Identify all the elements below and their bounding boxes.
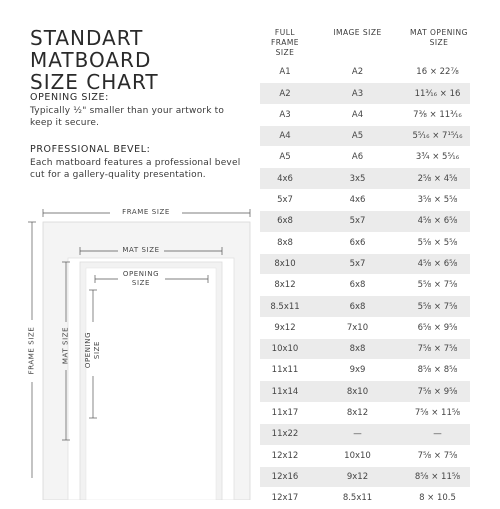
image-size-cell: 8x12 (346, 408, 369, 418)
mat-opening-cell: 5⅝ × 7⅝ (417, 280, 458, 291)
full-frame-cell: 12x16 (271, 471, 299, 482)
full-frame-cell: 12x17 (271, 493, 299, 504)
image-size-cell: A4 (351, 109, 364, 120)
mat-opening-cell: 11³⁄₁₆ × 16 (414, 88, 461, 99)
full-frame-cell: 8x8 (277, 237, 293, 248)
image-size-cell: 8.5x11 (342, 493, 373, 504)
full-frame-cell: A2 (279, 88, 291, 99)
full-frame-cell: 6x8 (277, 216, 293, 227)
mat-size-label: MAT SIZE (122, 246, 160, 254)
opening-rect (86, 268, 216, 500)
header-image-size: IMAGE SIZE (333, 28, 382, 37)
table-row (260, 168, 470, 189)
opening-size-heading: OPENING SIZE: (30, 92, 109, 103)
table-row (260, 488, 470, 509)
image-size-cell: 5x7 (349, 216, 366, 227)
table-row (260, 445, 470, 466)
mat-opening-cell: 7⅝ × 7⅝ (417, 450, 458, 461)
image-size-cell: 10x10 (344, 450, 371, 461)
full-frame-cell: 4x6 (277, 173, 293, 184)
image-size-cell: 9x12 (346, 471, 369, 482)
table-row (260, 83, 470, 104)
table-row (260, 403, 470, 424)
table-row (260, 254, 470, 275)
frame-size-label: FRAME SIZE (122, 208, 170, 216)
mat-opening-cell: 7⅜ × 11³⁄₁₆ (413, 109, 462, 120)
image-size-cell: A6 (351, 152, 364, 163)
mat-opening-cell: 5⁵⁄₁₆ × 7¹⁵⁄₁₆ (412, 131, 463, 142)
opening-size-label: OPENING SIZE (122, 270, 160, 287)
table-row (260, 424, 470, 445)
full-frame-cell: 9x12 (274, 322, 296, 333)
opening-size-vertical-label: OPENING SIZE (84, 331, 101, 369)
image-size-cell: 4x6 (349, 195, 366, 206)
full-frame-cell: A1 (279, 67, 291, 78)
image-size-cell: 8x10 (346, 386, 369, 397)
mat-opening-cell: 5⅝ × 5⅝ (417, 237, 458, 248)
table-row (260, 147, 470, 168)
table-row (260, 360, 470, 381)
full-frame-cell: 11x22 (271, 429, 299, 440)
image-size-cell: 6x8 (349, 280, 366, 291)
image-size-cell: 6x8 (349, 301, 366, 312)
mat-opening-cell: 4⅝ × 6⅝ (417, 258, 458, 269)
size-table (260, 62, 470, 509)
full-frame-cell: 10x10 (271, 344, 299, 355)
mat-opening-cell: 4⅝ × 6⅝ (417, 216, 458, 227)
mat-size-vertical-label: MAT SIZE (61, 326, 70, 365)
full-frame-cell: 12x12 (271, 450, 299, 461)
mat-opening-cell: 7⅝ × 11⅝ (414, 408, 461, 418)
image-size-cell: 7x10 (346, 322, 369, 333)
title-line-2: SIZE CHART (30, 70, 159, 94)
professional-bevel-body: Each matboard features a professional bevel cut for a gallery-quality presentation. (30, 158, 241, 180)
header-full-frame-size: FULL FRAME SIZE (270, 28, 300, 57)
mat-opening-cell: 3¾ × 5⁵⁄₁₆ (415, 152, 460, 163)
mat-opening-cell: 7⅝ × 7⅝ (417, 344, 458, 355)
table-row (260, 62, 470, 83)
mat-opening-cell: — (433, 429, 442, 440)
full-frame-cell: A4 (279, 131, 291, 142)
mat-opening-cell: 8⅝ × 8⅝ (417, 365, 458, 376)
mat-opening-cell: 16 × 22⅞ (416, 67, 459, 78)
mat-opening-cell: 5⅝ × 7⅝ (417, 301, 458, 312)
full-frame-cell: A5 (279, 152, 291, 163)
image-size-cell: 8x8 (349, 344, 366, 355)
full-frame-cell: 5x7 (277, 195, 293, 206)
table-row (260, 190, 470, 211)
image-size-cell: 3x5 (349, 173, 366, 184)
table-row (260, 232, 470, 253)
frame-size-vertical-label: FRAME SIZE (27, 326, 36, 375)
header-mat-opening-size: MAT OPENING SIZE (410, 28, 468, 47)
table-row (260, 318, 470, 339)
table-row (260, 126, 470, 147)
full-frame-cell: 11x14 (271, 386, 299, 397)
full-frame-cell: 11x11 (271, 365, 299, 376)
full-frame-cell: 8x12 (274, 280, 296, 291)
image-size-cell: 6x6 (349, 237, 366, 248)
full-frame-cell: 11x17 (271, 408, 299, 418)
image-size-cell: 9x9 (349, 365, 366, 376)
table-row (260, 467, 470, 488)
full-frame-cell: 8.5x11 (270, 301, 300, 312)
mat-opening-cell: 8 × 10.5 (419, 493, 456, 504)
table-row (260, 339, 470, 360)
table-row (260, 275, 470, 296)
mat-opening-cell: 6⅝ × 9⅝ (417, 322, 458, 333)
image-size-cell: — (353, 429, 362, 440)
full-frame-cell: A3 (279, 109, 291, 120)
table-row (260, 381, 470, 402)
professional-bevel-heading: PROFESSIONAL BEVEL: (30, 144, 151, 155)
image-size-cell: A3 (351, 88, 364, 99)
mat-opening-cell: 2⅝ × 4⅝ (417, 173, 458, 184)
table-row (260, 296, 470, 317)
table-row (260, 105, 470, 126)
mat-opening-cell: 3⅝ × 5⅝ (417, 195, 458, 206)
mat-opening-cell: 8⅝ × 11⅝ (414, 471, 461, 482)
full-frame-cell: 8x10 (274, 258, 296, 269)
image-size-cell: A2 (351, 67, 364, 78)
title-line-1: STANDART MATBOARD (30, 26, 152, 72)
image-size-cell: 5x7 (349, 258, 366, 269)
mat-opening-cell: 7⅝ × 9⅝ (417, 386, 458, 397)
table-row (260, 211, 470, 232)
image-size-cell: A5 (351, 131, 364, 142)
opening-size-body: Typically ½" smaller than your artwork to keep it secure. (30, 106, 225, 128)
